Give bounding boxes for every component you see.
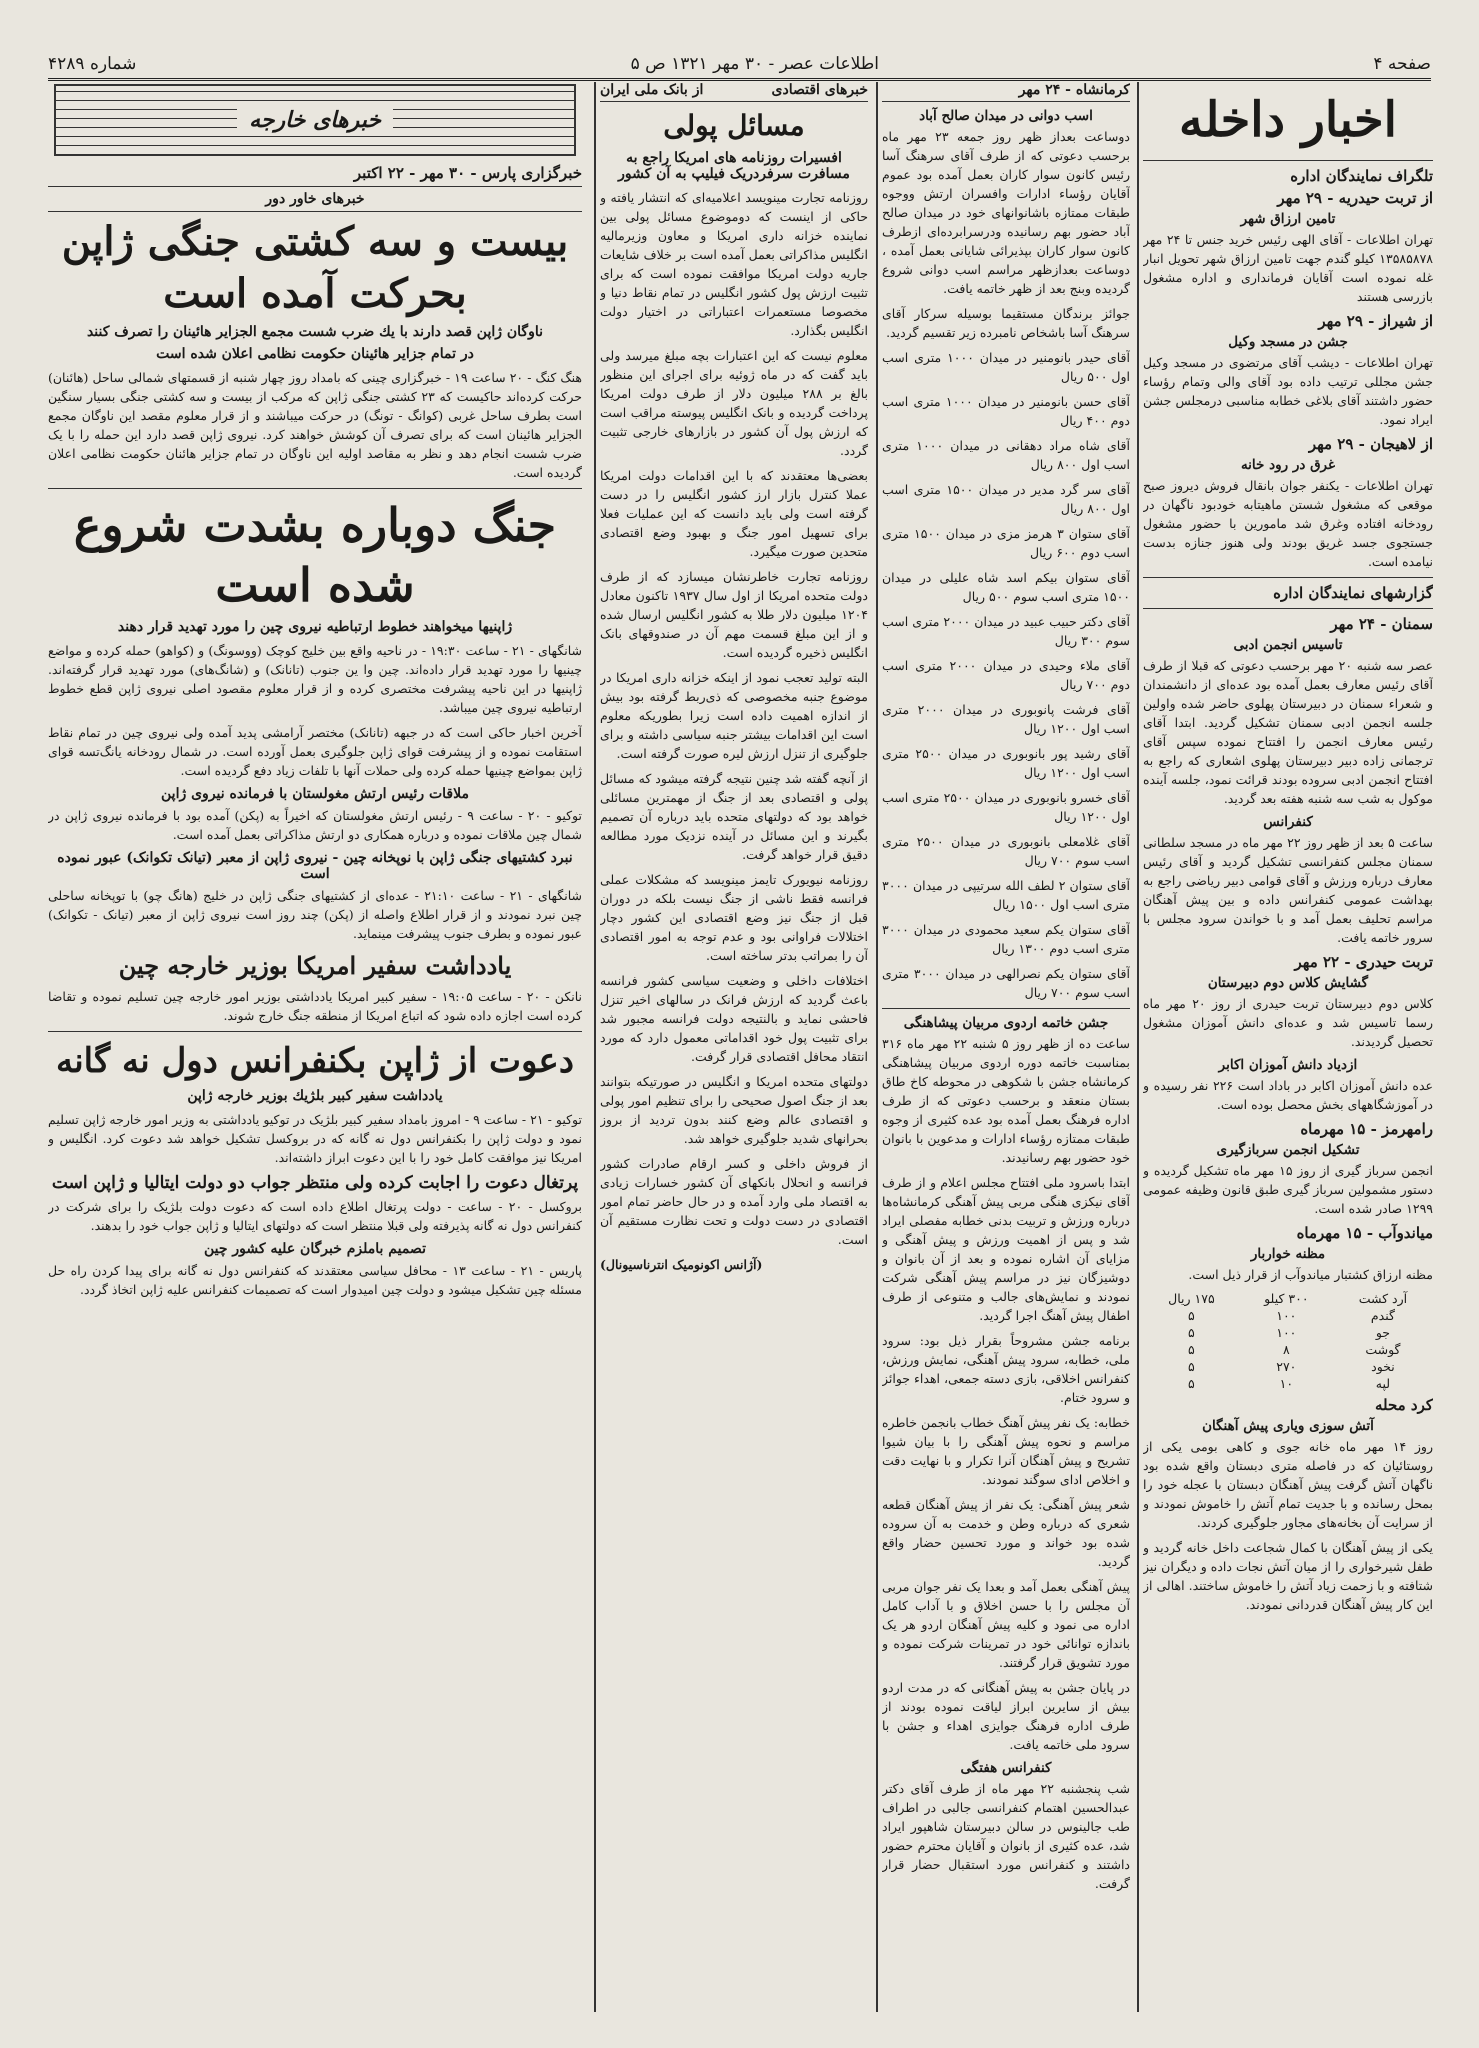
subheading: ازدیاد دانش آموزان اکابر: [1218, 1057, 1358, 1073]
race-result: آقای ملاء وحیدی در میدان ۲۰۰۰ متری اسب دوم ۷۰۰ ریال: [882, 658, 1130, 692]
paragraph: پیش آهنگی بعمل آمد و بعدا یک نفر جوان مربی آن مجلس را با حسن اخلاق و با آداب کامل اداره می نمود و کلیه پیش آهنگان اردو هر یک باندازه توانائی خود در تمرینات شرکت نموده و مورد تشویق قرار گرفتند.: [882, 1579, 1130, 1670]
dateline: سمنان - ۲۴ مهر: [1330, 615, 1433, 633]
subheading: تشکیل انجمن سربازگیری: [1216, 1142, 1360, 1158]
paragraph: انجمن سرباز گیری از روز ۱۵ مهر ماه تشکیل گردیده و دستور مشمولین سرباز گیری طبق قانون وظیفه عمومی ۱۲۹۹ صادر شده است.: [1143, 1163, 1433, 1216]
race-result: آقای ستوان ۲ لطف الله سرتیپی در میدان ۳۰۰۰ متری اسب اول ۱۵۰۰ ریال: [882, 878, 1130, 912]
paragraph: ساعت ۵ بعد از ظهر روز ۲۲ مهر ماه در مسجد سلطانی سمنان مجلس کنفرانسی تشکیل گردید و آقای رئیس معارف درباره ورزش و آقای قوامی دبیر ریاضی راجع به بهداشت عمومی کنفرانس داده و بین پیش آهنگان مراسم تحلیف بعمل آمد و با خواندن سرود مجلس با سرور خاتمه یافت.: [1143, 835, 1433, 945]
race-result: آقای دکتر حبیب عبید در میدان ۲۰۰۰ متری اسب سوم ۳۰۰ ریال: [882, 614, 1130, 648]
paragraph: پاریس - ۲۱ - ساعت ۱۳ - محافل سیاسی معتقدند که کنفرانس دول نه گانه برای پیدا کردن راه حل مسئله چین تشکیل میشود و دولت چین امیدوار است که تصمیمات کنفرانس علیه ژاپن اتخاذ گردد.: [48, 1263, 582, 1297]
subheading: کنفرانس: [1263, 814, 1313, 830]
foreign-news-column: [48, 82, 582, 2012]
subheadline: یادداشت سفیر کبیر بلژیك بوزیر خارجه ژاپن: [187, 1088, 443, 1104]
paragraph: شعر پیش آهنگی: یک نفر از پیش آهنگان قطعه شعری که درباره وطن و خدمت به آن سروده شده بود خواند و مورد تحسین حضار واقع گردید.: [882, 1497, 1130, 1569]
price-cell: آرد کشت: [1358, 1291, 1408, 1306]
dateline: کرمانشاه - ۲۴ مهر: [882, 82, 1130, 102]
race-result: آقای فرشت پانوبوری در میدان ۲۰۰۰ متری اسب اول ۱۲۰۰ ریال: [882, 702, 1130, 736]
foreign-news-logo: [54, 84, 576, 156]
article-heading: جشن خاتمه اردوی مربیان پیشاهنگی: [903, 1015, 1109, 1031]
race-results-list: [882, 348, 1130, 1002]
subheadline: ژاپنیها میخواهند خطوط ارتباطیه نیروی چین را مورد تهدید قرار دهند: [117, 619, 513, 635]
paragraph: روزنامه تجارت مینویسد اعلامیه‌ای که انتشار یافته و حاکی از اینست که دوموضوع مسائل پولی بین نماینده خزانه داری امریکا و معاون وزیرمالیه انگلیس مذاکراتی بعمل آمده است بر خلاف شایعات جاریه دولت امریکا موافقت نموده است که برای تثبیت ارزش پول کشور انگلیس در تمام نقاط دنیا و مخصوصا مستعمرات اعتباراتی در اختیار دولت انگلیس بگذارد.: [600, 190, 868, 338]
dateline: خبرگزاری پارس - ۳۰ مهر - ۲۲ اکتبر: [353, 164, 582, 182]
subheading: غرق در رود خانه: [1240, 457, 1336, 473]
news-source: (آژانس اکونومیک انترناسیونال): [600, 1257, 763, 1272]
headline: یادداشت سفیر امریکا بوزیر خارجه چین: [118, 951, 512, 980]
price-cell: جو: [1375, 1325, 1391, 1340]
paragraph: دولتهای متحده امریکا و انگلیس در صورتیکه بتوانند بعد از جنگ اصول صحیحی را برای تنظیم امور پولی و اقتصادی عالم وضع کنند بدون تردید از بروز بحرانهای شدید جلوگیری خواهد شد.: [600, 1074, 868, 1146]
paragraph: در پایان جشن به پیش آهنگانی که در مدت اردو بیش از سایرین ابراز لیاقت نموده بودند از طرف اداره فرهنگ جوایزی اهداء و جشن با سرود ملی خاتمه یافت.: [882, 1680, 1130, 1752]
page-number: صفحه ۴: [1373, 54, 1431, 74]
paragraph: شب پنجشنبه ۲۲ مهر ماه از طرف آقای دکتر عبدالحسین اهتمام کنفرانسی جالبی در اطراف طب جالینوس در سالن دبیرستان شاهپور ایراد شد، عده کثیری از بانوان و آقایان محترم حضور داشتند و کنفرانس مورد استقبال حضار قرار گرفت.: [882, 1781, 1130, 1891]
dateline: تربت حیدری - ۲۲ مهر: [1294, 953, 1433, 971]
race-result: آقای خسرو بانوبوری در میدان ۲۵۰۰ متری اسب اول ۱۲۰۰ ریال: [882, 790, 1130, 824]
section-bar: [600, 82, 868, 102]
paragraph: ابتدا باسرود ملی افتتاح مجلس اعلام و از طرف آقای نیکزی هنگی مربی پیش آهنگی کرمانشاه‌ها درباره ورزش و تربیت بدنی خطابه مفصلی ایراد شد و پس از اهمیت ورزش و پیش آهنگی و مزایای آن اشاره نموده و بعد از آن بانوان و دوشیزگان نیز در مراسم پیش آهنگی شرکت نمودند و نمایش‌های جالب و متنوعی از طرف اطفال پیش آهنگ اجرا گردید.: [882, 1175, 1130, 1323]
headline: بیست و سه کشتی جنگی ژاپن بحرکت آمده است: [61, 218, 569, 317]
headline: دعوت از ژاپن بکنفرانس دول نه گانه: [55, 1041, 574, 1081]
headline: جنگ دوباره بشدت شروع شده است: [73, 498, 557, 612]
paragraph: تهران اطلاعات - آقای الهی رئیس خرید جنس تا ۲۴ مهر ۱۳۵۸۵۸۷۸ کیلو گندم جهت تامین ارزاق شهر تحویل انبار غله نموده است آقایان فرمانداری و اداره مشغول بازرسی هستند: [1143, 232, 1433, 304]
paragraph: روزنامه نیویورک تایمز مینویسد که مشکلات عملی فرانسه فقط ناشی از جنگ نیست بلکه در دوران قبل از جنگ نیز وضع اقتصادی این کشور دچار اختلالات فراوانی بود و عدم توجه به امور اقتصادی آن را بمراتب بدتر ساخته است.: [600, 872, 868, 963]
race-result: آقای سر گرد مدیر در میدان ۱۵۰۰ متری اسب اول ۸۰۰ ریال: [882, 482, 1130, 516]
price-cell: ۱۰: [1279, 1376, 1294, 1391]
paragraph: ساعت ده از ظهر روز ۵ شنبه ۲۲ مهر ماه ۳۱۶ بمناسبت خاتمه دوره اردوی مربیان پیشاهنگی کرمانشاه جشن با شکوهی در محوطه کاخ طاق بستان منعقد و برحسب دعوتی که از طرف اداره فرهنگ بعمل آمده بود عده کثیری از وجوه طبقات ممتازه رؤساء ادارات و مدعوین با بانوان خود حضور بهم رسانیدند.: [882, 1036, 1130, 1165]
paragraph: یکی از پیش آهنگان با کمال شجاعت داخل خانه گردید و طفل شیرخواری را از میان آتش نجات داده و دیگران نیز شتافته و با زحمت زیاد آتش را خاموش ساختند. اهالی از این کار پیش آهنگان قدردانی نمودند.: [1143, 1540, 1433, 1612]
issue-number: شماره ۴۲۸۹: [48, 54, 137, 74]
price-row: [1143, 1324, 1433, 1341]
dateline: از تربت حیدریه - ۲۹ مهر: [1277, 189, 1433, 207]
article-heading: پرتغال دعوت را اجابت کرده ولی منتظر جواب دو دولت ایتالیا و ژاپن است: [51, 1173, 579, 1193]
section-source: از بانک ملی ایران: [600, 82, 704, 98]
price-cell: گوشت: [1365, 1342, 1401, 1357]
price-row: [1143, 1290, 1433, 1307]
price-cell: ۱۰۰: [1276, 1308, 1297, 1323]
paragraph: خطابه: یک نفر پیش آهنگ خطاب بانجمن خاطره مراسم و نحوه پیش آهنگی را با بیان شیوا تشریح و پیش آهنگان آنرا تکرار و با نهایت دقت و اخلاص ادای سوگند نمودند.: [882, 1415, 1130, 1487]
subheadline: در تمام جزایر هائینان حکومت نظامی اعلان شده است: [156, 346, 474, 362]
dateline: کرد محله: [1374, 1396, 1433, 1414]
paragraph: برنامه جشن مشروحاً بقرار ذیل بود: سرود ملی، خطابه، سرود پیش آهنگی، نمایش ورزش، کنفرانس اخلاقی، بازی دسته جمعی، اهداء جوائز و سرود ختام.: [882, 1333, 1130, 1405]
paragraph: شانگهای - ۲۱ - ساعت ۱۹:۳۰ - در ناحیه واقع بین خلیج کوچک (ووسونگ) و (کواهو) حمله کرده و مواضع چینیها را مورد تهدید قرار داده‌اند. چین وا ین جنوب (تانانک) و (شانگ‌های) مورد تهدید قرار گرفته‌اند. ژاپنیها در این ناحیه پیشرفت مختصری کرده و از قرار معلوم مقصود اصلی نیروی ژاپن قطع خطوط ارتباطیه نیروی چین میباشد.: [48, 643, 582, 715]
race-result: آقای ستوان یکم نصرالهی در میدان ۳۰۰۰ متری اسب سوم ۷۰۰ ریال: [882, 966, 1130, 1000]
paragraph: کلاس دوم دبیرستان تربت حیدری از روز ۲۰ مهر ماه رسما تاسیس شد و عده‌ای دانش آموزان مشغول تحصیل گردیدند.: [1143, 996, 1433, 1049]
paragraph: تهران اطلاعات - یکنفر جوان بانقال فروش دیروز صبح موقعی که مشغول شستن ماهیتابه خودبود ناگهان در رودخانه افتاده وغرق شد مامورین با حضور مشغول جستجوی جسد غریق بودند ولی هنوز جنازه بدست نیامده است.: [1143, 478, 1433, 569]
price-cell: ۳۰۰ کیلو: [1264, 1291, 1309, 1306]
paragraph: آخرین اخبار حاکی است که در جبهه (تانانک) مختصر آرامشی پدید آمده ولی نیروی چین در تمام نقاط استقامت نموده و از پیشرفت قوای ژاپن جلوگیری بعمل آورده است. در شمال رودخانه یانگ‌تسه قوای ژاپن بمواضع چینیها حمله کرده ولی حملات آنها با تلفات زیاد دفع گردیده است.: [48, 725, 582, 778]
column-rule: [876, 82, 878, 2012]
price-cell: ۵: [1188, 1376, 1195, 1391]
dateline: از شیراز - ۲۹ مهر: [1318, 312, 1433, 330]
section-title: گزارشهای نمایندگان اداره: [1273, 584, 1433, 602]
paragraph: توکیو - ۲۰ - ساعت ۹ - رئیس ارتش مغولستان که اخیراً به (پکن) آمده بود با فرمانده نیروی ژاپن در شمال چین ملاقات نموده و درباره همکاری دو ارتش مذاکراتی بعمل آمده است.: [48, 808, 582, 842]
race-result: آقای رشید پور بانوبوری در میدان ۲۵۰۰ متری اسب اول ۱۲۰۰ ریال: [882, 746, 1130, 780]
price-cell: ۱۰۰: [1276, 1325, 1297, 1340]
paragraph: دوساعت بعداز ظهر روز جمعه ۲۳ مهر ماه برحسب دعوتی که از طرف آقای سرهنگ آسا رئیس کانون سوار کاران بعمل آمده بود عموم آقایان رؤساء ادارات وافسران ارتش ووجوه طبقات ممتازه باشانوانهای خود در میدان صالح آباد حضور بهم رسانیده ودرسرابرده‌ای ازطرف کانون سوار کاران بپذیرائی شایانی بعمل آمده ، دوساعت بعدازظهر مراسم اسب دوانی شروع گردیده وبنج بعد از ظهر خاتمه یافت.: [882, 129, 1130, 296]
column-rule: [594, 82, 596, 2012]
race-result: آقای ستوان ۳ هرمز مزی در میدان ۱۵۰۰ متری اسب دوم ۶۰۰ ریال: [882, 526, 1130, 560]
race-result: آقای ستوان یکم سعید محمودی در میدان ۳۰۰۰ متری اسب دوم ۱۳۰۰ ریال: [882, 922, 1130, 956]
subheadline: ناوگان ژاپن قصد دارند با یك ضرب شست مجمع الجزایر هائینان را تصرف کنند: [86, 324, 544, 340]
column-rule: [1137, 82, 1139, 2012]
paragraph: بعضی‌ها معتقدند که با این اقدامات دولت امریکا عملا کنترل بازار ارز کشور انگلیس را در دست گرفته است ولی باید دانست که این عملیات فعلا برای تسهیل امور جنگ و بهبود وضع اقتصادی متحدین صورت میگیرد.: [600, 468, 868, 559]
subheadline: افسیرات روزنامه های امریکا راجع به مسافرت سرفردریک فیلیپ به آن کشور: [618, 150, 850, 182]
subheading: مظنه خواربار: [1250, 1246, 1326, 1262]
paragraph: نانکن - ۲۰ - ساعت ۱۹:۰۵ - سفیر کبیر امریکا یادداشتی بوزیر امور خارجه چین تسلیم نموده و تقاضا کرده است اجازه داده شود که اتباع امریکا از منطقه جنگ خارج شوند.: [48, 989, 582, 1023]
race-result: آقای شاه مراد دهقانی در میدان ۱۰۰۰ متری اسب اول ۸۰۰ ریال: [882, 438, 1130, 472]
economic-news-column: [600, 82, 868, 2012]
article-heading: تصمیم باملزم خبرگان علیه کشور چین: [204, 1241, 426, 1257]
paragraph: معلوم نیست که این اعتبارات بچه مبلغ میرسد ولی باید گفت که در ماه ژوئیه برای اجرای این منظور بالغ بر ۲۸۸ میلیون دلار از طرف دولت امریکا پرداخت گردیده و بانک انگلیس پیوسته مراقب است که ارزش پول آن کشور در بازارهای خارجی تثبیت گردد.: [600, 348, 868, 458]
issue-date: اطلاعات عصر - ۳۰ مهر ۱۳۲۱ ص ۵: [630, 54, 880, 74]
subheading: تاسیس انجمن ادبی: [1233, 637, 1343, 653]
paragraph: مظنه ارزاق کشتبار میاندوآب از قرار ذیل است.: [1188, 1267, 1433, 1282]
race-result: آقای غلامعلی بانوبوری در میدان ۲۵۰۰ متری اسب سوم ۷۰۰ ریال: [882, 834, 1130, 868]
article-heading: نبرد کشتیهای جنگی ژاپن با نوپخانه چین - نیروی ژاپن از معبر (تیانک تکوانک) عبور نموده است: [57, 850, 573, 882]
race-result: آقای حسن بانومنیر در میدان ۱۰۰۰ متری اسب دوم ۴۰۰ ریال: [882, 394, 1130, 428]
section-label: خبرهای اقتصادی: [771, 82, 868, 98]
price-cell: ۵: [1188, 1359, 1195, 1374]
paragraph: از آنچه گفته شد چنین نتیجه گرفته میشود که مسائل پولی و اقتصادی بعد از جنگ از مهمترین مسائلی خواهد بود که دولتهای متحده باید درباره آن تصمیم بگیرند و این مسائل در آینده نزدیک مورد مطالعه دقیق قرار خواهد گرفت.: [600, 771, 868, 862]
article-heading: ملاقات رئیس ارتش مغولستان با فرمانده نیروی ژاپن: [161, 786, 469, 802]
masthead: [48, 50, 1431, 81]
paragraph: توکیو - ۲۱ - ساعت ۹ - امروز بامداد سفیر کبیر بلژیک در توکیو یادداشتی به وزیر امور خارجه ژاپن تسلیم نمود و دولت ژاپن را بکنفرانس دول نه گانه که در بروکسل تشکیل خواهد شد دعوت کرد. انگلیس و امریکا نیز موافقت کامل خود را با این دعوت ابراز داشته‌اند.: [48, 1112, 582, 1165]
paragraph: از فروش داخلی و کسر ارقام صادرات کشور فرانسه و انحلال بانکهای آن کشور خسارات زیادی به اقتصاد ملی وارد آمده و در حال حاضر تمام امور اقتصادی در دست دولت و تحت نظارت مستقیم آن است.: [600, 1156, 868, 1247]
dateline: میاندوآب - ۱۵ مهرماه: [1296, 1224, 1433, 1242]
subheading: گشایش کلاس دوم دبیرستان: [1207, 975, 1369, 991]
paragraph: عده دانش آموزان اکابر در باداد است ۲۲۶ نفر رسیده و در آموزشگاههای بخش محصل بوده است.: [1143, 1078, 1433, 1112]
subheading: تامین ارزاق شهر: [1240, 211, 1336, 227]
domestic-news-column: [1143, 82, 1433, 2012]
price-cell: ۵: [1188, 1342, 1195, 1357]
race-result: آقای ستوان بیکم اسد شاه علیلی در میدان ۱۵۰۰ متری اسب سوم ۵۰۰ ریال: [882, 570, 1130, 604]
price-cell: ۸: [1282, 1342, 1290, 1357]
price-row: [1143, 1307, 1433, 1324]
price-cell: ۵: [1188, 1308, 1195, 1323]
kermanshah-column: [882, 82, 1130, 2012]
headline: مسائل پولی: [663, 109, 805, 142]
paragraph: البته تولید تعجب نمود از اینکه خزانه داری امریکا در موضوع جنبه مخصوصی که ذی‌ربط گرفته بود بیش از اندازه اهمیت داده است زیرا بطوریکه معلوم است این اقدامات بیشتر جنبه سیاسی داشته و برای جلوگیری از تنزل ارزش لیره صورت گرفته است.: [600, 670, 868, 761]
paragraph: هنگ کنگ - ۲۰ ساعت ۱۹ - خبرگزاری چینی که بامداد روز چهار شنبه از قسمتهای شمالی ساحل (هائنان) حرکت کرده‌اند حاکیست که ۲۳ کشتی جنگی ژاپن که مرکب از بیست و سه کشتی جنگی بسیار سنگین است بطرف ساحل غربی (کوانگ - تونگ) در حرکت میباشند و از قرار معلوم مقصد این ناوگان مجمع الجزایر هائینان است که برای تصرف آن کوشش خواهند کرد. نیروی ژاپن قصد دارد این حمله را با یک ضرب شست انجام دهد و نظر به مقاصد اولیه این ناوگان در تمام جزایر هائنان حکومت نظامی اعلان گردیده است.: [48, 370, 582, 480]
dateline: از لاهیجان - ۲۹ مهر: [1308, 435, 1433, 453]
price-cell: گندم: [1370, 1308, 1395, 1323]
price-cell: ۵: [1188, 1325, 1195, 1340]
paragraph: روز ۱۴ مهر ماه خانه جوی و کاهی بومی یکی از روستائیان که در فاصله متری دبستان واقع شده بود ناگهان آتش گرفت پیش آهنگان دبستان با عجله خود را بمحل رسانده و با جدیت تمام آتش را خاموش نمودند و از سرایت آن بخانه‌های مجاور جلوگیری کردند.: [1143, 1439, 1433, 1530]
paragraph: تهران اطلاعات - دیشب آقای مرتضوی در مسجد وکیل جشن مجللی ترتیب داده بود آقای والی وتمام رؤساء حضور داشتند آقای بلاغی خطابه مناسبی درمجلس جشن ایراد نمود.: [1143, 355, 1433, 427]
race-result: آقای حیدر بانومنیر در میدان ۱۰۰۰ متری اسب اول ۵۰۰ ریال: [882, 350, 1130, 384]
paragraph: جوائز برندگان مستقیما بوسیله سرکار آقای سرهنگ آسا باشخاص نامبرده زیر تقسیم گردید.: [882, 306, 1130, 340]
section-title: تلگراف نمایندگان اداره: [1290, 167, 1433, 185]
article-heading: کنفرانس هفتگی: [960, 1760, 1052, 1776]
price-row: [1143, 1375, 1433, 1392]
price-table: [1143, 1290, 1433, 1392]
price-row: [1143, 1341, 1433, 1358]
section-ribbon: خبرهای خاور دور: [48, 186, 582, 212]
price-row: [1143, 1358, 1433, 1375]
subheading: جشن در مسجد وکیل: [1228, 334, 1348, 350]
article-heading: اسب دوانی در میدان صالح آباد: [919, 108, 1093, 124]
price-cell: نخود: [1371, 1359, 1395, 1374]
domestic-news-logo: اخبار داخله: [1178, 92, 1397, 148]
foreign-news-logo-text: خبرهای خارجه: [237, 105, 393, 135]
price-cell: ۲۷۰: [1276, 1359, 1297, 1374]
price-cell: لپه: [1375, 1376, 1391, 1391]
price-cell: ۱۷۵ ریال: [1168, 1291, 1215, 1306]
paragraph: شانگهای - ۲۱ - ساعت ۲۱:۱۰ - عده‌ای از کشتیهای جنگی ژاپن در خلیج (هانگ چو) با توپخانه ساحلی چین نبرد نمودند و از قرار اطلاع واصله از (پکن) چند روز است نیروی ژاپن از معبر (تیانک - تکوانک) عبور نموده و بطرف جنوب پیشرفت مینماید.: [48, 888, 582, 941]
paragraph: عصر سه شنبه ۲۰ مهر برحسب دعوتی که قبلا از طرف آقای رئیس معارف بعمل آمده بود عده‌ای از دانشمندان و شعراء سمنان در دبیرستان پهلوی حاضر شده واولین جلسه انجمن ادبی سمنان تشکیل گردید. ابتدا آقای رئیس معارف انجمن را افتتاح نموده سپس آقای ترجمانی زاده دبیر دبیرستان پهلوی اشعاری که راجع به افتتاح انجمن ادبی سروده بودند قرائت نمود، جلسه آینده موکول به شب سه شنبه هفته بعد گردید.: [1143, 658, 1433, 806]
paragraph: روزنامه تجارت خاطرنشان میسازد که از طرف دولت متحده امریکا از اول سال ۱۹۳۷ تاکنون معادل ۱۲۰۴ میلیون دلار طلا به کشور انگلیس ارسال شده و از این مبلغ قسمت مهم آن در صندوقهای بانک انگلیس ذخیره گردیده است.: [600, 569, 868, 660]
paragraph: بروکسل - ۲۰ - ساعت - دولت پرتغال اطلاع داده است که دعوت دولت بلژیک را برای شرکت در کنفرانس دول نه گانه پذیرفته ولی قبلا منتظر است که دولتهای ایتالیا و ژاپن جواب خود را بدهند.: [48, 1199, 582, 1233]
dateline: رامهرمز - ۱۵ مهرماه: [1300, 1120, 1433, 1138]
subheading: آتش سوزی ویاری پیش آهنگان: [1202, 1418, 1374, 1434]
paragraph: اختلافات داخلی و وضعیت سیاسی کشور فرانسه باعث گردید که ارزش فرانک در سالهای اخیر تنزل فاحشی نماید و بالنتیجه دولت فرانسه مجبور شد برای تثبیت پول خود اقداماتی معمول دارد که مورد انتقاد محافل اقتصادی قرار گرفت.: [600, 973, 868, 1064]
